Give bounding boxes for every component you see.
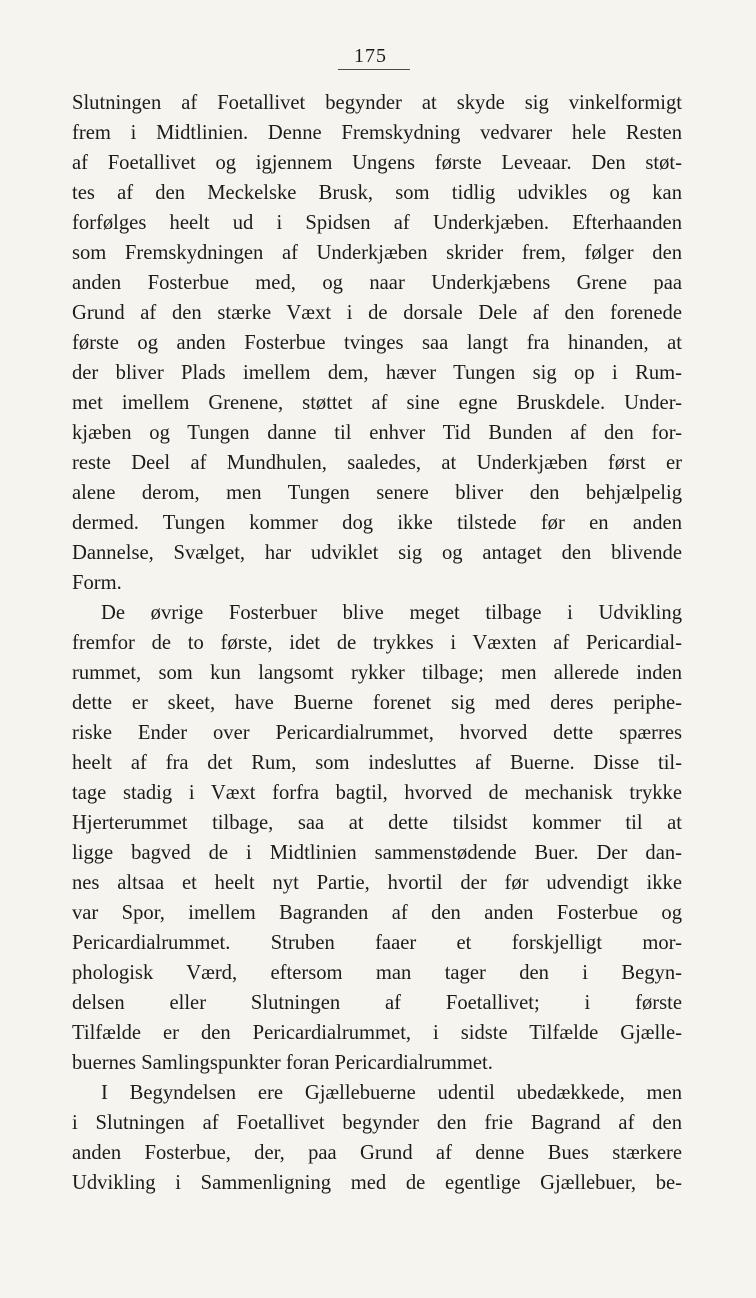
page-number: 175 <box>354 45 387 67</box>
page-number-rule <box>338 69 410 70</box>
text-line: forfølges heelt ud i Spidsen af Underkjæben. Efterhaanden <box>72 212 682 234</box>
text-line: frem i Midtlinien. Denne Fremskydning vedvarer hele Resten <box>72 122 682 144</box>
text-line: reste Deel af Mundhulen, saaledes, at Underkjæben først er <box>72 452 682 474</box>
text-line: i Slutningen af Foetallivet begynder den frie Bagrand af den <box>72 1112 682 1134</box>
text-line: var Spor, imellem Bagranden af den anden Fosterbue og <box>72 902 682 924</box>
text-line: De øvrige Fosterbuer blive meget tilbage i Udvikling <box>101 602 682 624</box>
text-line: alene derom, men Tungen senere bliver den behjælpelig <box>72 482 682 504</box>
text-line: Dannelse, Svælget, har udviklet sig og antaget den blivende <box>72 542 682 564</box>
text-line: ligge bagved de i Midtlinien sammenstødende Buer. Der dan- <box>72 842 682 864</box>
text-line: buernes Samlingspunkter foran Pericardialrummet. <box>72 1052 493 1074</box>
text-line: første og anden Fosterbue tvinges saa langt fra hinanden, at <box>72 332 682 354</box>
text-line: som Fremskydningen af Underkjæben skrider frem, følger den <box>72 242 682 264</box>
text-line: Tilfælde er den Pericardialrummet, i sidste Tilfælde Gjælle- <box>72 1022 682 1044</box>
text-line: Hjerterummet tilbage, saa at dette tilsidst kommer til at <box>72 812 682 834</box>
text-line: Slutningen af Foetallivet begynder at skyde sig vinkelformigt <box>72 92 682 114</box>
text-line: af Foetallivet og igjennem Ungens første Leveaar. Den støt- <box>72 152 682 174</box>
text-line: tes af den Meckelske Brusk, som tidlig udvikles og kan <box>72 182 682 204</box>
text-line: Grund af den stærke Væxt i de dorsale Dele af den forenede <box>72 302 682 324</box>
body-text <box>72 88 682 1198</box>
text-line: I Begyndelsen ere Gjællebuerne udentil ubedækkede, men <box>101 1082 682 1104</box>
text-line: fremfor de to første, idet de trykkes i Væxten af Pericardial- <box>72 632 682 654</box>
text-line: Udvikling i Sammenligning med de egentlige Gjællebuer, be- <box>72 1172 682 1194</box>
text-line: met imellem Grenene, støttet af sine egne Bruskdele. Under- <box>72 392 682 414</box>
text-line: dermed. Tungen kommer dog ikke tilstede før en anden <box>72 512 682 534</box>
text-line: phologisk Værd, eftersom man tager den i Begyn- <box>72 962 682 984</box>
text-line: kjæben og Tungen danne til enhver Tid Bunden af den for- <box>72 422 682 444</box>
text-line: tage stadig i Væxt forfra bagtil, hvorved de mechanisk trykke <box>72 782 682 804</box>
text-line: anden Fosterbue med, og naar Underkjæbens Grene paa <box>72 272 682 294</box>
text-line: heelt af fra det Rum, som indesluttes af Buerne. Disse til- <box>72 752 682 774</box>
text-line: Pericardialrummet. Struben faaer et forskjelligt mor- <box>72 932 682 954</box>
text-line: der bliver Plads imellem dem, hæver Tungen sig op i Rum- <box>72 362 682 384</box>
text-line: dette er skeet, have Buerne forenet sig med deres periphe- <box>72 692 682 714</box>
text-line: anden Fosterbue, der, paa Grund af denne Bues stærkere <box>72 1142 682 1164</box>
text-line: delsen eller Slutningen af Foetallivet; i første <box>72 992 682 1014</box>
text-line: rummet, som kun langsomt rykker tilbage; men allerede inden <box>72 662 682 684</box>
text-line: Form. <box>72 572 122 594</box>
text-line: riske Ender over Pericardialrummet, hvorved dette spærres <box>72 722 682 744</box>
text-line: nes altsaa et heelt nyt Partie, hvortil der før udvendigt ikke <box>72 872 682 894</box>
